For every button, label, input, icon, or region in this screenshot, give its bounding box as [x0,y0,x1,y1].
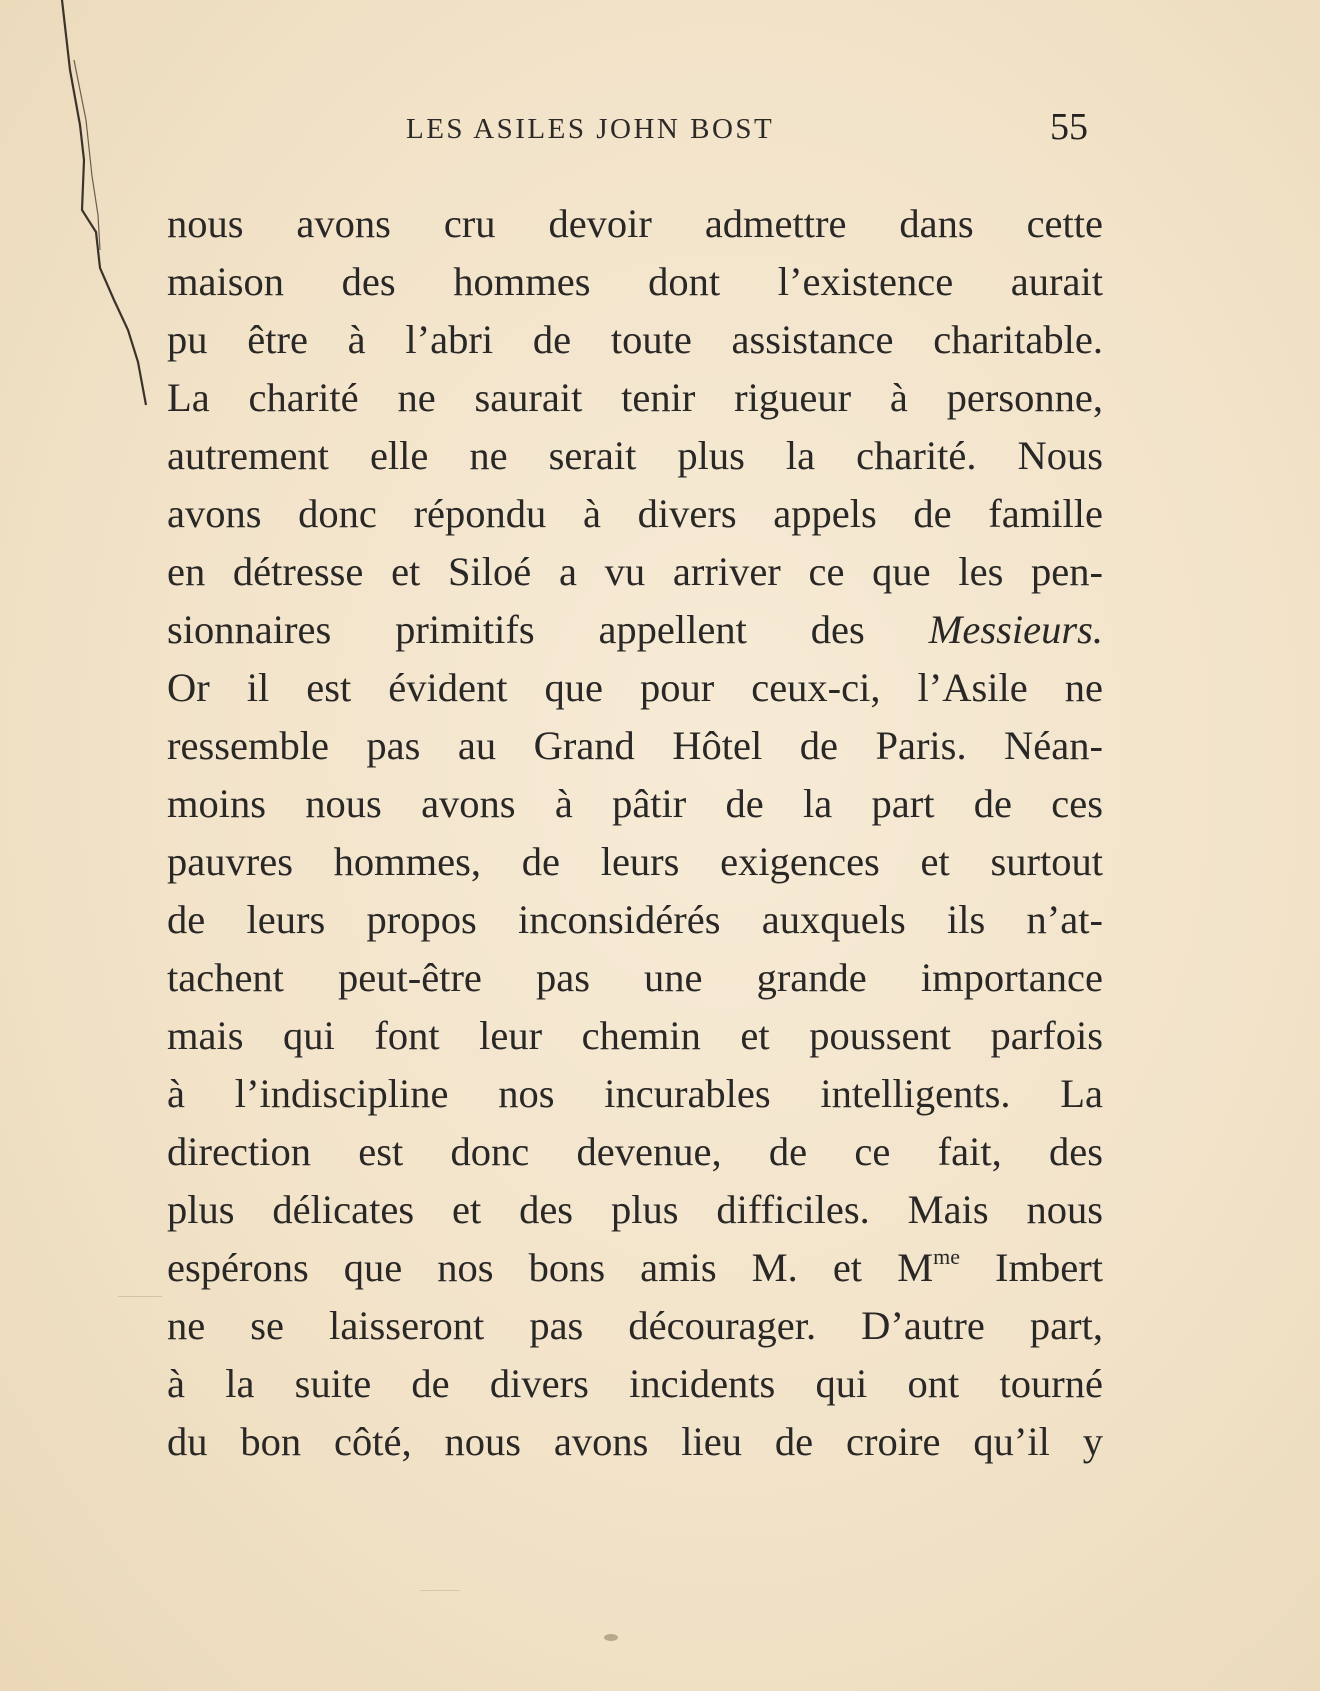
text-line: pauvres hommes, de leurs exigences et surtout [167,839,1103,884]
paper-speck [118,1296,162,1297]
paper-speck [604,1634,618,1641]
text-line: Or il est évident que pour ceux-ci, l’Asile ne [167,665,1103,710]
text-line-end: Imbert [960,1245,1103,1290]
text-line: à la suite de divers incidents qui ont tourné [167,1361,1103,1406]
text-line: mais qui font leur chemin et poussent parfois [167,1013,1103,1058]
text-line-start: sionnaires primitifs appellent des [167,607,929,652]
torn-binding-edge [0,0,150,420]
text-line: moins nous avons à pâtir de la part de ces [167,781,1103,826]
body-text [167,195,1103,1471]
superscript-abbrev: me [933,1244,960,1269]
text-line: du bon côté, nous avons lieu de croire qu’il y [167,1419,1103,1464]
text-line: ressemble pas au Grand Hôtel de Paris. Néan- [167,723,1103,768]
text-line: plus délicates et des plus difficiles. Mais nous [167,1187,1103,1232]
text-line-with-italic [167,601,1103,659]
italic-word: Messieurs. [928,607,1103,652]
running-head-title: LES ASILES JOHN BOST [406,113,775,145]
paper-speck [420,1590,460,1591]
page-number: 55 [1050,106,1088,148]
text-line: de leurs propos inconsidérés auxquels ils n’at- [167,897,1103,942]
text-line: ne se laisseront pas décourager. D’autre part, [167,1303,1103,1348]
text-line: avons donc répondu à divers appels de famille [167,491,1103,536]
text-line: La charité ne saurait tenir rigueur à personne, [167,375,1103,420]
running-head [0,105,1320,155]
text-line: en détresse et Siloé a vu arriver ce que les pen- [167,549,1103,594]
text-line-start: espérons que nos bons amis M. et M [167,1245,934,1290]
text-line-with-superscript [167,1239,1103,1297]
text-line: direction est donc devenue, de ce fait, des [167,1129,1103,1174]
text-line: à l’indiscipline nos incurables intelligents. La [167,1071,1103,1116]
text-line: pu être à l’abri de toute assistance charitable. [167,317,1103,362]
text-line: nous avons cru devoir admettre dans cette [167,201,1103,246]
text-line: autrement elle ne serait plus la charité. Nous [167,433,1103,478]
text-line: maison des hommes dont l’existence aurait [167,259,1103,304]
text-line: tachent peut-être pas une grande importance [167,955,1103,1000]
